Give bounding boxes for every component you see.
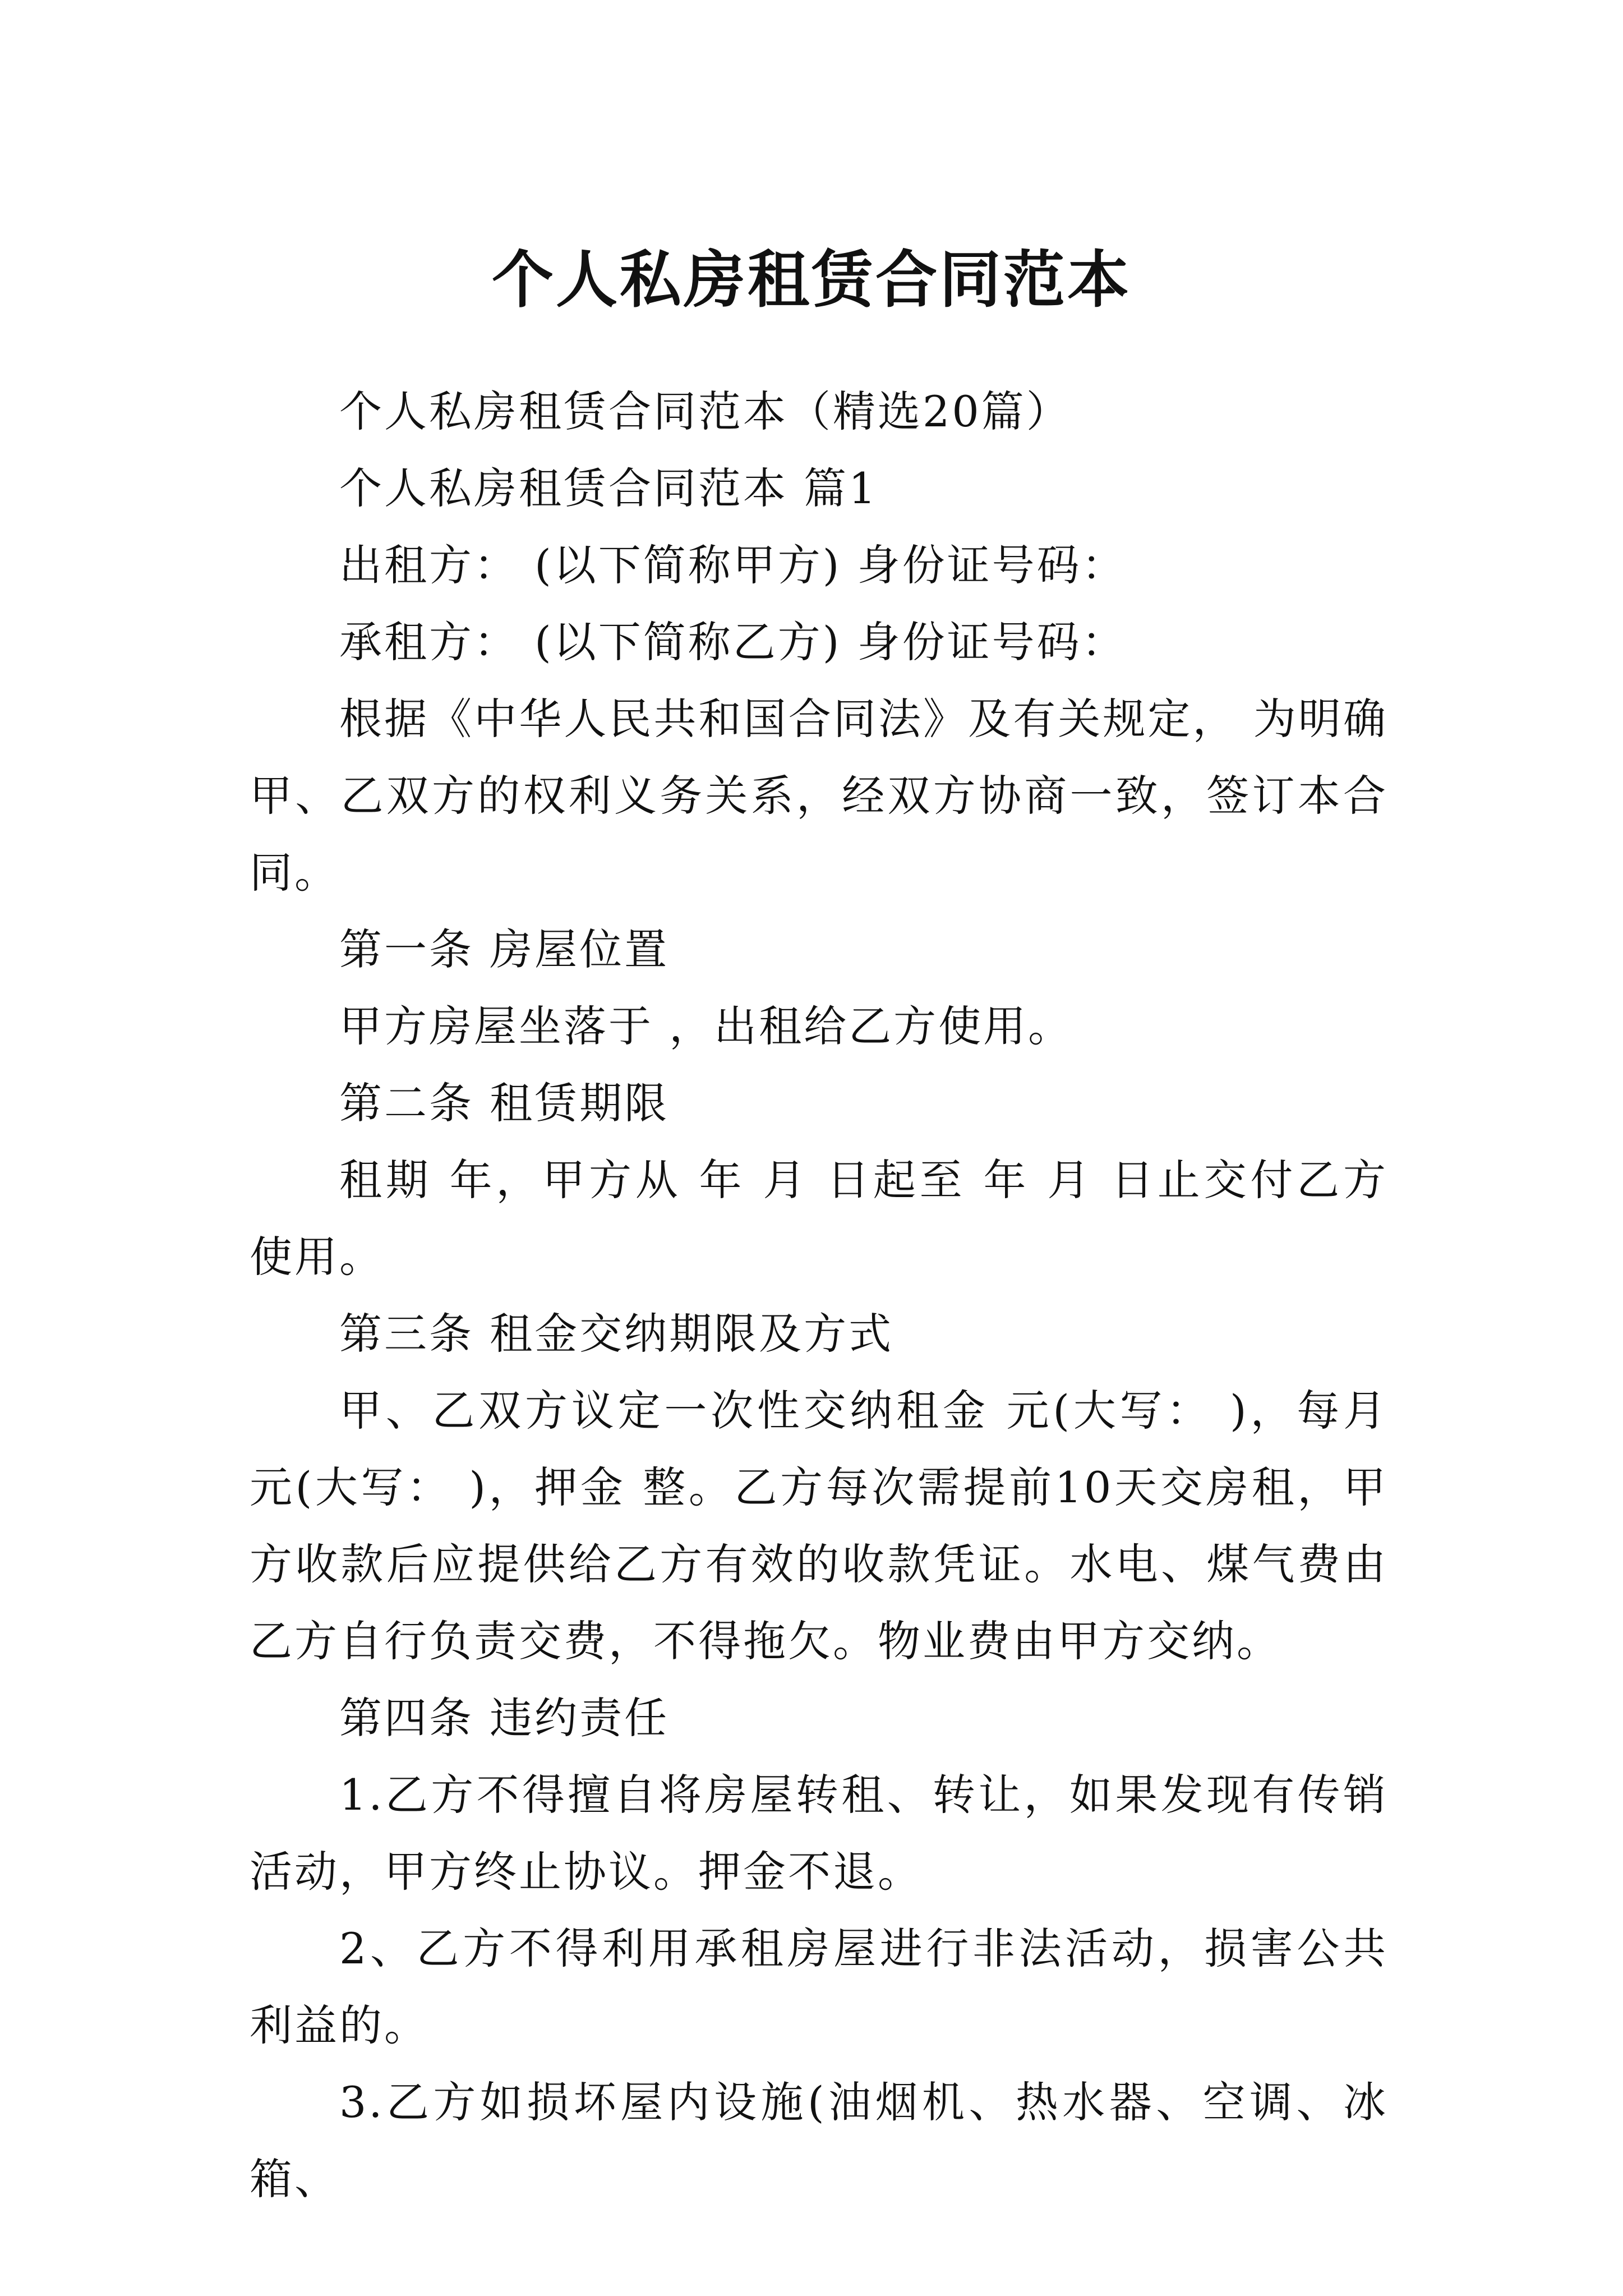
article-1-text: 甲方房屋坐落于 ，出租给乙方使用。	[339, 1001, 1073, 1051]
article-3-text: 甲、乙双方议定一次性交纳租金 元(大写： )，每月 元(大写： )，押金 整。乙方每次需提前10天交房租，甲方收款后应提供给乙方有效的收款凭证。水电、煤气费由乙方自行负责交费，不得拖欠。物业费由甲方交纳。	[250, 1386, 1388, 1666]
lessee-line: 承租方： (以下简称乙方) 身份证号码：	[339, 617, 1127, 667]
preamble-paragraph: 根据《中华人民共和国合同法》及有关规定， 为明确甲、乙双方的权利义务关系，经双方协商一致，签订本合同。	[250, 694, 1388, 898]
article-4-item-3: 3.乙方如损坏屋内设施(油烟机、热水器、空调、冰箱、	[250, 2077, 1388, 2204]
article-2-text: 租期 年，甲方从 年 月 日起至 年 月 日止交付乙方使用。	[250, 1155, 1388, 1282]
article-4-item-2: 2、乙方不得利用承租房屋进行非法活动，损害公共利益的。	[250, 1924, 1388, 2050]
article-2-heading: 第二条 租赁期限	[339, 1078, 670, 1128]
article-3-heading: 第三条 租金交纳期限及方式	[339, 1309, 894, 1359]
section-heading: 个人私房租赁合同范本 篇1	[339, 463, 878, 513]
article-4-heading: 第四条 违约责任	[339, 1693, 670, 1743]
article-4-item-1: 1.乙方不得擅自将房屋转租、转让，如果发现有传销活动，甲方终止协议。押金不退。	[250, 1770, 1388, 1897]
article-1-heading: 第一条 房屋位置	[339, 924, 670, 974]
document-body	[250, 373, 1388, 2217]
document-title: 个人私房租赁合同范本	[492, 243, 1131, 316]
subtitle-line: 个人私房租赁合同范本（精选20篇）	[339, 386, 1071, 436]
lessor-line: 出租方： (以下简称甲方) 身份证号码：	[339, 540, 1127, 590]
